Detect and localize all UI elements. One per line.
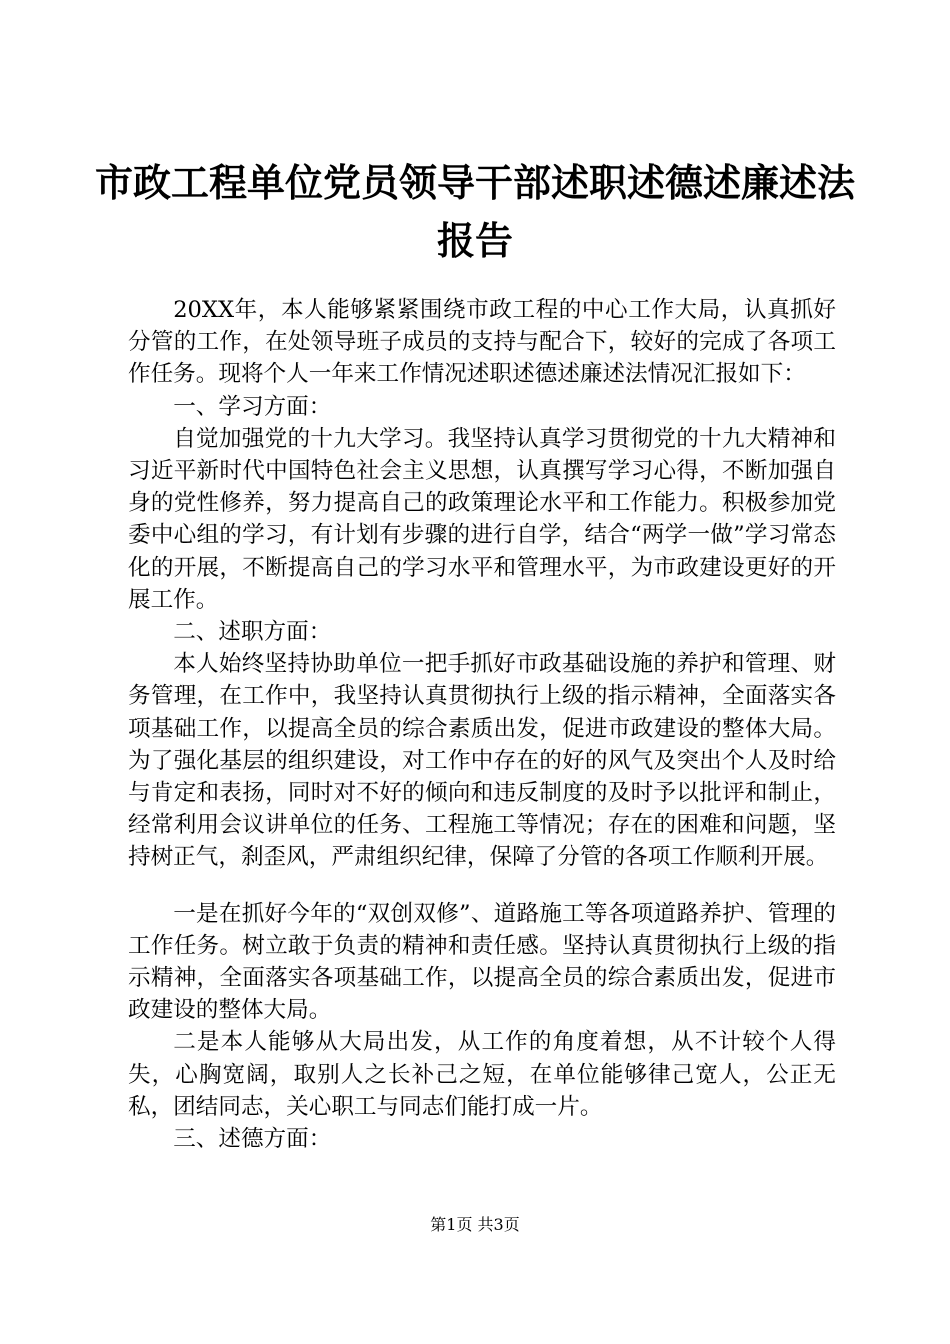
document-title-line-2: 报告 xyxy=(436,218,513,263)
section-heading-ethics: 三、述德方面： xyxy=(173,1126,332,1153)
page-number-footer: 第1页 共3页 xyxy=(430,1215,520,1234)
paragraph-duty: 本人始终坚持协助单位一把手抓好市政基础设施的养护和管理、财务管理，在工作中，我坚持认真贯彻执行上级的指示精神，全面落实各项基础工作，以提高全员的综合素质出发，促进市政建设的整体大局。为了强化基层的组织建设，对工作中存在的好的风气及突出个人及时给与肯定和表扬，同时对不好的倾向和违反制度的及时予以批评和制止，经常利用会议讲单位的任务、工程施工等情况；存在的困难和问题，坚持树正气，刹歪风，严肃组织纪律，保障了分管的各项工作顺利开展。 xyxy=(128,651,836,871)
document-body xyxy=(128,294,836,1155)
paragraph-point-one: 一是在抓好今年的“双创双修”、道路施工等各项道路养护、管理的工作任务。树立敢于负责的精神和责任感。坚持认真贯彻执行上级的指示精神，全面落实各项基础工作，以提高全员的综合素质出发，促进市政建设的整体大局。 xyxy=(128,900,836,1024)
section-heading-duty: 二、述职方面： xyxy=(173,619,332,646)
paragraph-intro: 20XX年，本人能够紧紧围绕市政工程的中心工作大局，认真抓好分管的工作，在处领导班子成员的支持与配合下，较好的完成了各项工作任务。现将个人一年来工作情况述职述德述廉述法情况汇报如下： xyxy=(128,297,836,388)
document-title-line-1: 市政工程单位党员领导干部述职述德述廉述法 xyxy=(94,160,855,205)
paragraph-study: 自觉加强党的十九大学习。我坚持认真学习贯彻党的十九大精神和习近平新时代中国特色社会主义思想，认真撰写学习心得，不断加强自身的党性修养，努力提高自己的政策理论水平和工作能力。积极参加党委中心组的学习，有计划有步骤的进行自学，结合“两学一做”学习常态化的开展，不断提高自己的学习水平和管理水平，为市政建设更好的开展工作。 xyxy=(128,425,836,613)
paragraph-point-two: 二是本人能够从大局出发，从工作的角度着想，从不计较个人得失，心胸宽阔，取别人之长补己之短，在单位能够律己宽人，公正无私，团结同志，关心职工与同志们能打成一片。 xyxy=(128,1029,836,1120)
section-heading-study: 一、学习方面： xyxy=(173,393,332,420)
